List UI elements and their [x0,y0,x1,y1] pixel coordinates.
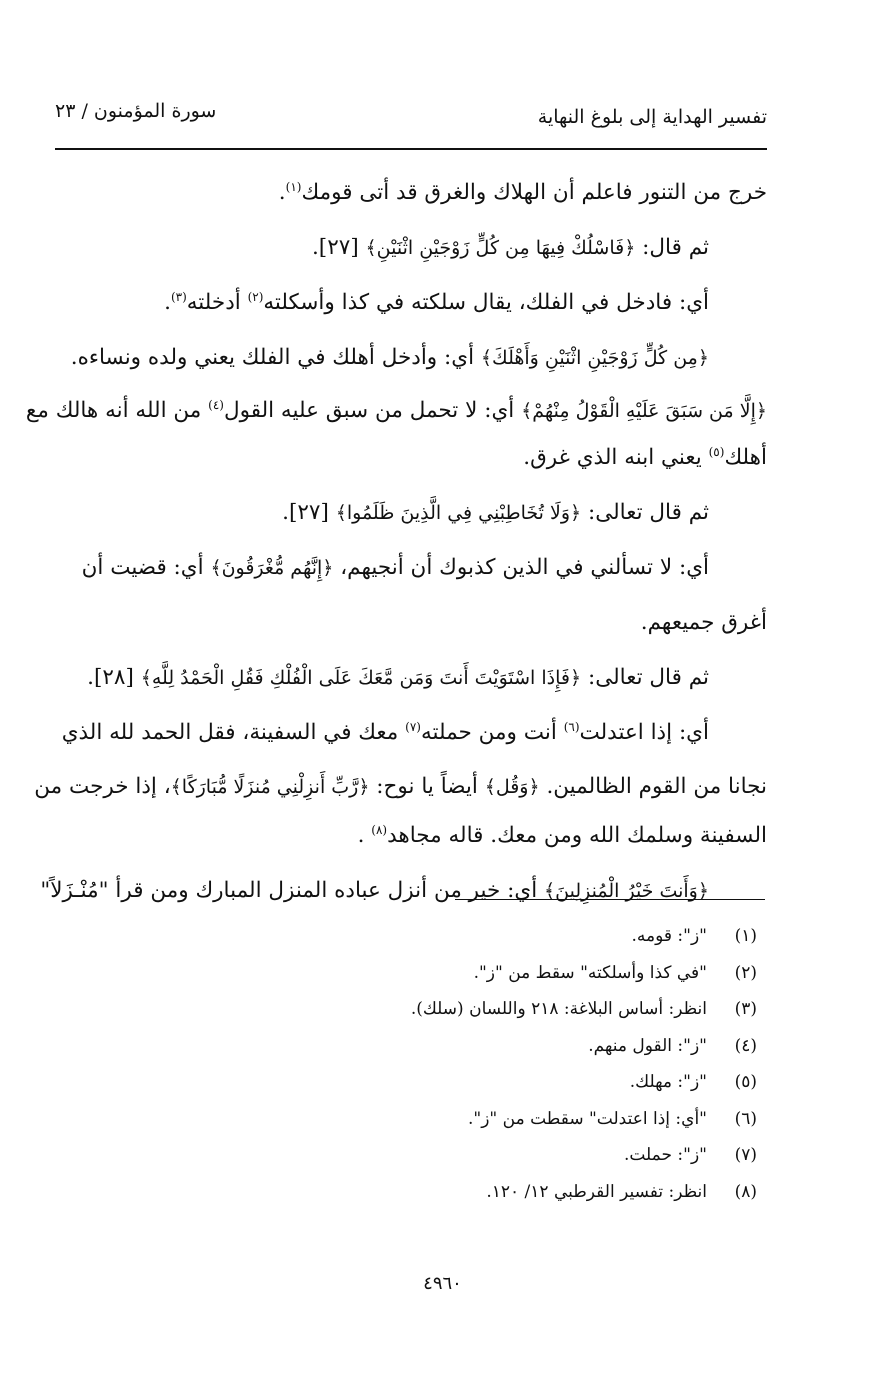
text-line: ﴿مِن كُلٍّ زَوْجَيْنِ اثْنَيْنِ وَأَهْلَكَ﴾ أي: وأدخل أهلك في الفلك يعني ولده ونساءه. [70,345,709,370]
text-line: ﴿وَأَنتَ خَيْرُ الْمُنزِلِينَ﴾ أي: خير من أنزل عباده المنزل المبارك ومن قرأ "مُنْـزَلاً" [40,878,709,903]
footnote-number: (١) [734,926,757,946]
text-line: ﴿إِلَّا مَن سَبَقَ عَلَيْهِ الْقَوْلُ مِنْهُمْ﴾ أي: لا تحمل من سبق عليه القول$^{(٤)}$ من الله أنه هالك مع [25,397,767,423]
footnote-ref[interactable]: (١) [285,179,302,194]
footnote-number: (٧) [734,1145,757,1165]
text-line: السفينة وسلمك الله ومن معك. قاله مجاهد$^{(٨)}$ . [357,822,767,848]
footnote-number: (٤) [734,1035,757,1056]
surah-label: سورة المؤمنون / ٢٣ [55,100,217,122]
footnote-ref[interactable]: (٢) [247,289,264,304]
footnote-ref[interactable]: (٥) [708,444,725,459]
footnote-ref[interactable]: (٤) [208,397,224,412]
text-line: أي: إذا اعتدلت$^{(٦)}$ أنت ومن حملته$^{(٧)}$ معك في السفينة، فقل الحمد لله الذي [61,719,709,745]
running-header [55,100,767,140]
text-line: ثم قال تعالى: ﴿وَلَا تُخَاطِبْنِي فِي الَّذِينَ ظَلَمُوا﴾ [٢٧]. [282,500,709,525]
text-line: أي: لا تسألني في الذين كذبوك أن أنجيهم، ﴿إِنَّهُم مُّغْرَقُونَ﴾ أي: قضيت أن [81,555,709,580]
footnote-ref[interactable]: (٦) [563,719,580,734]
footnote-separator [455,899,765,900]
text-line: خرج من التنور فاعلم أن الهلاك والغرق قد أتى قومك$^{(١)}$. [278,179,767,205]
footnote-text: "ز": قومه. [631,926,707,946]
quran-verse: ﴿إِنَّهُم مُّغْرَقُونَ﴾ [210,557,334,579]
footnote-item [157,1174,757,1211]
quran-verse: ﴿وَلَا تُخَاطِبْنِي فِي الَّذِينَ ظَلَمُوا﴾ [335,502,582,524]
quran-verse: ﴿وَقُل﴾ [484,776,540,798]
footnote-item [157,1064,757,1101]
text-line: نجانا من القوم الظالمين. ﴿وَقُل﴾ أيضاً يا نوح: ﴿رَّبِّ أَنزِلْنِي مُنزَلًا مُّبَارَكًا﴾، إذا خرجت من [34,774,767,799]
footnote-item [157,918,757,955]
footnote-text: "أي: إذا اعتدلت" سقطت من "ز". [467,1108,707,1129]
header-rule [55,148,767,150]
footnote-number: (٥) [734,1072,757,1092]
footnote-text: انظر: تفسير القرطبي ١٢/ ١٢٠. [486,1181,707,1202]
text-line: أي: فادخل في الفلك، يقال سلكته في كذا وأسكلته$^{(٢)}$ أدخلته$^{(٣)}$. [164,289,709,315]
footnote-ref[interactable]: (٨) [371,822,388,837]
text-line: أغرق جميعهم. [640,610,767,635]
text-line: ثم قال تعالى: ﴿فَإِذَا اسْتَوَيْتَ أَنتَ وَمَن مَّعَكَ عَلَى الْفُلْكِ فَقُلِ الْحَمْدُ لِلَّهِ﴾ [٢٨]. [87,665,709,690]
quran-verse: ﴿مِن كُلٍّ زَوْجَيْنِ اثْنَيْنِ وَأَهْلَكَ﴾ [480,347,709,369]
footnote-number: (٦) [734,1108,757,1129]
footnote-item [157,955,757,992]
text-line: أهلك$^{(٥)}$ يعني ابنه الذي غرق. [523,444,767,470]
footnote-number: (٨) [734,1181,757,1202]
footnote-item [157,991,757,1028]
book-title: تفسير الهداية إلى بلوغ النهاية [537,106,767,128]
footnote-item [157,1137,757,1174]
footnote-text: "ز": القول منهم. [588,1035,707,1056]
footnote-text: "ز": حملت. [623,1145,707,1165]
footnotes [157,918,757,1210]
footnote-number: (٣) [734,999,757,1019]
quran-verse: ﴿إِلَّا مَن سَبَقَ عَلَيْهِ الْقَوْلُ مِنْهُمْ﴾ [521,400,767,422]
quran-verse: ﴿فَإِذَا اسْتَوَيْتَ أَنتَ وَمَن مَّعَكَ عَلَى الْفُلْكِ فَقُلِ الْحَمْدُ لِلَّهِ﴾ [140,667,582,689]
main-text [25,168,767,921]
footnote-text: انظر: أساس البلاغة: ٢١٨ واللسان (سلك). [410,999,707,1019]
footnote-text: "ز": مهلك. [629,1072,707,1092]
footnote-item [157,1101,757,1138]
text-line: ثم قال: ﴿فَاسْلُكْ فِيهَا مِن كُلٍّ زَوْجَيْنِ اثْنَيْنِ﴾ [٢٧]. [311,235,709,260]
page-number: ٤٩٦٠ [423,1273,462,1294]
quran-verse: ﴿رَّبِّ أَنزِلْنِي مُنزَلًا مُّبَارَكًا﴾ [170,776,370,798]
footnote-text: "في كذا وأسلكته" سقط من "ز". [473,962,707,983]
footnote-ref[interactable]: (٣) [170,289,187,304]
footnote-number: (٢) [734,962,757,983]
quran-verse: ﴿وَأَنتَ خَيْرُ الْمُنزِلِينَ﴾ [544,880,709,902]
footnote-item [157,1028,757,1065]
quran-verse: ﴿فَاسْلُكْ فِيهَا مِن كُلٍّ زَوْجَيْنِ اثْنَيْنِ﴾ [365,237,636,259]
footnote-ref[interactable]: (٧) [405,719,421,734]
